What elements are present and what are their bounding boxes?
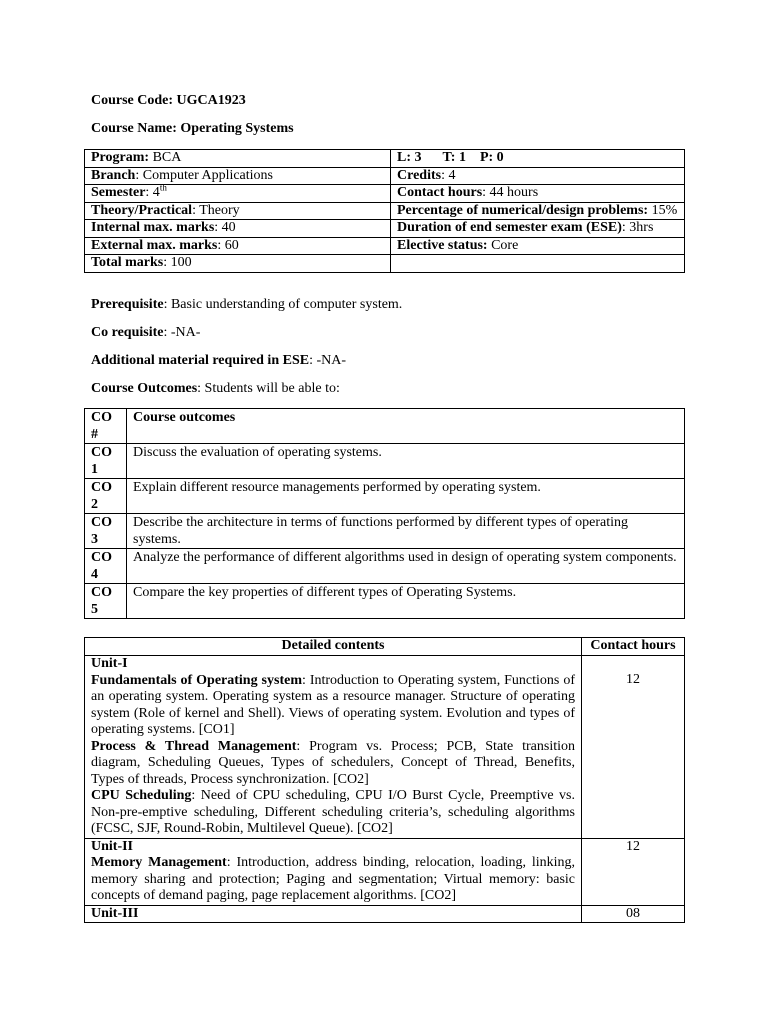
co-number: CO 3 [85, 514, 127, 549]
table-row [85, 838, 685, 905]
course-code [91, 93, 246, 110]
theory-cell: Theory/Practical: Theory [85, 202, 391, 220]
unit-2-hours: 12 [582, 838, 685, 905]
table-row [85, 905, 685, 923]
table-header-row [85, 638, 685, 656]
duration-cell: Duration of end semester exam (ESE): 3hrs [391, 220, 685, 238]
branch-cell: Branch: Computer Applications [85, 167, 391, 185]
percentage-cell: Percentage of numerical/design problems: 15% [391, 202, 685, 220]
table-row [85, 656, 685, 839]
table-row [85, 409, 685, 444]
detailed-contents-table [84, 637, 685, 923]
corequisite: Co requisite: -NA- [91, 325, 201, 340]
course-name-label: Course Name: [91, 121, 177, 136]
contact-hours-cell: Contact hours: 44 hours [391, 185, 685, 203]
total-marks-cell: Total marks: 100 [85, 255, 391, 273]
table-row [85, 549, 685, 584]
unit-3-content [85, 905, 582, 923]
co-number: CO 5 [85, 584, 127, 619]
co-text: Analyze the performance of different algorithms used in design of operating system components. [127, 549, 685, 584]
table-row [85, 514, 685, 549]
co-text: Explain different resource managements performed by operating system. [127, 479, 685, 514]
elective-cell: Elective status: Core [391, 237, 685, 255]
course-outcomes-header: Course outcomes [127, 409, 685, 444]
external-marks-cell: External max. marks: 60 [85, 237, 391, 255]
additional-material: Additional material required in ESE: -NA- [91, 353, 347, 368]
table-row [85, 444, 685, 479]
co-text: Compare the key properties of different types of Operating Systems. [127, 584, 685, 619]
detailed-contents-header: Detailed contents [85, 638, 582, 656]
co-text: Describe the architecture in terms of functions performed by different types of operating systems. [127, 514, 685, 549]
unit-2-content: Unit-II Memory Management: Introduction, address binding, relocation, loading, linking, memory sharing and protection; Paging and segmentation; Virtual memory: basic concepts of demand paging, page replacement algorithms. [CO2] [85, 838, 582, 905]
course-outcomes-intro: Course Outcomes: Students will be able to: [91, 381, 340, 396]
ltp-cell: L: 3 T: 1 P: 0 [391, 150, 685, 168]
course-name-value: Operating Systems [180, 121, 294, 136]
unit-3-title: Unit-III [91, 905, 139, 921]
prerequisite: Prerequisite: Basic understanding of computer system. [91, 297, 403, 312]
course-outcomes-table [84, 408, 685, 619]
unit-1-title: Unit-I [91, 656, 128, 671]
empty-cell [391, 255, 685, 273]
co-number: CO 4 [85, 549, 127, 584]
unit-1-hours: 12 [582, 656, 685, 839]
credits-cell: Credits: 4 [391, 167, 685, 185]
co-number-header: CO # [85, 409, 127, 444]
table-row [85, 584, 685, 619]
program-cell: Program: BCA [85, 150, 391, 168]
internal-marks-cell: Internal max. marks: 40 [85, 220, 391, 238]
unit-3-hours: 08 [582, 905, 685, 923]
co-text: Discuss the evaluation of operating systems. [127, 444, 685, 479]
course-info-table [84, 149, 685, 273]
course-name [91, 121, 294, 138]
table-row [85, 479, 685, 514]
contact-hours-header: Contact hours [582, 638, 685, 656]
unit-1-content: Unit-I Fundamentals of Operating system: Introduction to Operating system, Functions of an operating system. Operating system as a resource manager. Structure of operating system (Role of kernel and Shell). Views of operating system. Evolution and types of operating systems. [CO1] Process & Thread Management: Program vs. Process; PCB, State transition diagram, Scheduling Queues, Types of schedulers, Concept of Thread, Benefits, Types of threads, Process synchronization. [CO2] CPU Scheduling: Need of CPU scheduling, CPU I/O Burst Cycle, Preemptive vs. Non-pre-emptive scheduling, Different scheduling criteria’s, scheduling algorithms (FCSC, SJF, Round-Robin, Multilevel Queue). [CO2] [85, 656, 582, 839]
course-code-value: UGCA1923 [176, 93, 246, 108]
course-code-label: Course Code: [91, 93, 174, 108]
co-number: CO 2 [85, 479, 127, 514]
co-number: CO 1 [85, 444, 127, 479]
unit-2-title: Unit-II [91, 838, 134, 854]
semester-cell: Semester: 4th [85, 185, 391, 203]
